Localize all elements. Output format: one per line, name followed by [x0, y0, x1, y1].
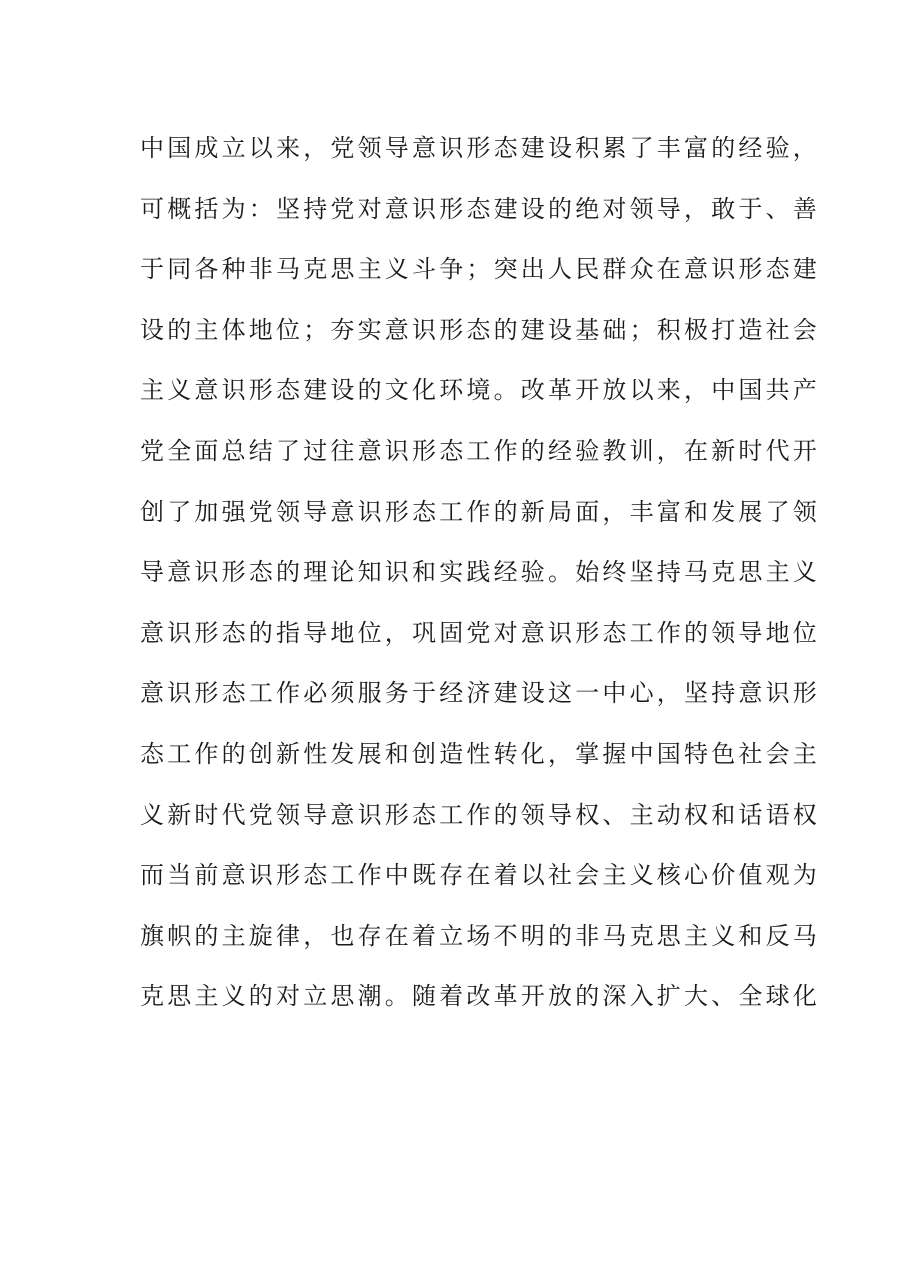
- text-line: 态工作的创新性发展和创造性转化，掌握中国特色社会主: [140, 739, 820, 768]
- text-line: 旗帜的主旋律，也存在着立场不明的非马克思主义和反马: [140, 921, 820, 950]
- text-line: 主义意识形态建设的文化环境。改革开放以来，中国共产: [140, 376, 820, 405]
- text-line: 意识形态的指导地位，巩固党对意识形态工作的领导地位: [140, 618, 820, 647]
- body-paragraph: [140, 118, 820, 1027]
- text-line: 中国成立以来，党领导意识形态建设积累了丰富的经验，: [140, 134, 820, 162]
- text-line: 克思主义的对立思潮。随着改革开放的深入扩大、全球化: [140, 982, 820, 1011]
- text-line: 设的主体地位；夯实意识形态的建设基础；积极打造社会: [140, 315, 820, 344]
- text-line: 而当前意识形态工作中既存在着以社会主义核心价值观为: [140, 861, 820, 890]
- text-line: 意识形态工作必须服务于经济建设这一中心，坚持意识形: [140, 679, 820, 708]
- text-line: 创了加强党领导意识形态工作的新局面，丰富和发展了领: [140, 497, 820, 526]
- text-line: 于同各种非马克思主义斗争；突出人民群众在意识形态建: [140, 255, 820, 284]
- text-line: 导意识形态的理论知识和实践经验。始终坚持马克思主义: [140, 558, 820, 587]
- text-line: 可概括为：坚持党对意识形态建设的绝对领导，敢于、善: [140, 194, 820, 223]
- text-line: 义新时代党领导意识形态工作的领导权、主动权和话语权: [140, 800, 820, 829]
- text-line: 党全面总结了过往意识形态工作的经验教训，在新时代开: [140, 436, 820, 465]
